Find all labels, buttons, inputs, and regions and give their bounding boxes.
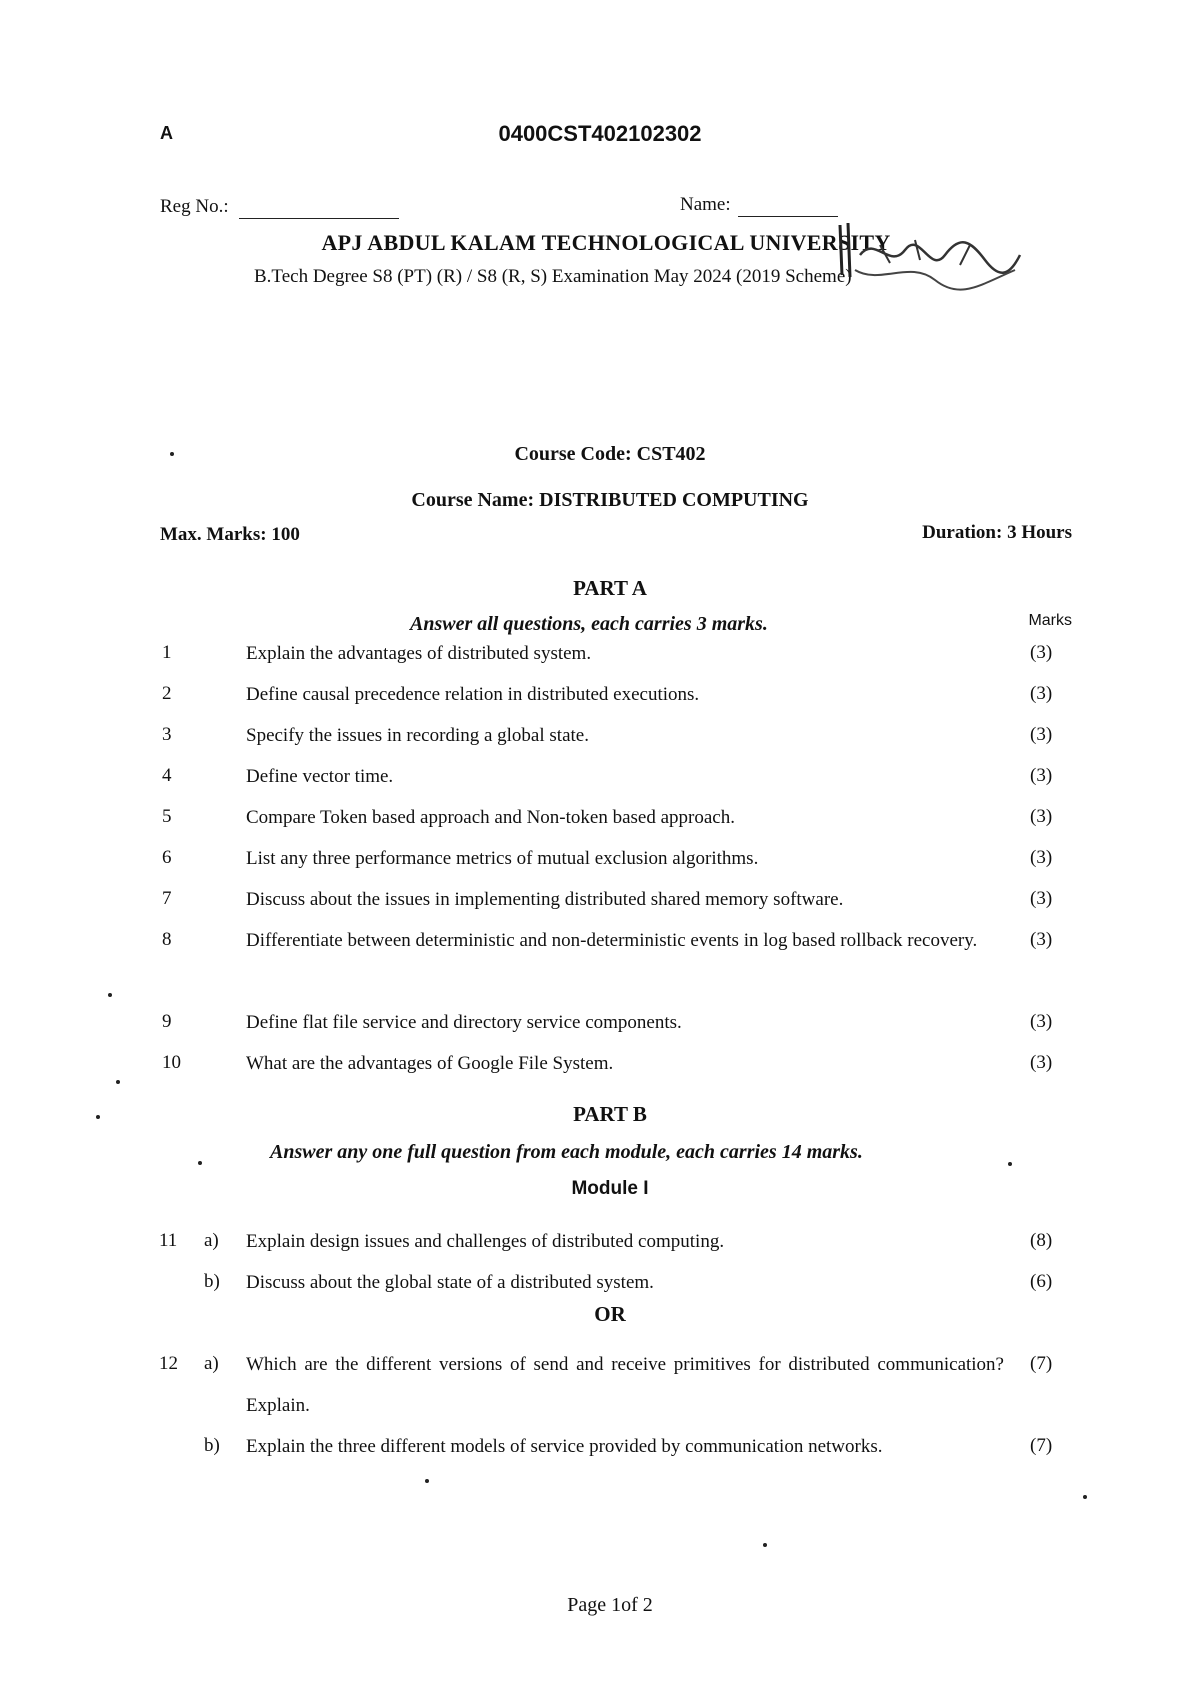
question-text: Specify the issues in recording a global state. xyxy=(246,725,589,746)
scan-speck xyxy=(116,1080,120,1084)
name-label: Name: xyxy=(680,194,731,215)
question-marks: (3) xyxy=(1030,1052,1053,1073)
question-marks: (3) xyxy=(1030,929,1053,950)
question-text: Explain design issues and challenges of distributed computing. xyxy=(246,1231,725,1252)
question-text: Compare Token based approach and Non-token based approach. xyxy=(246,807,735,828)
subquestion-label: a) xyxy=(204,1353,219,1374)
question-marks: (3) xyxy=(1030,642,1053,663)
question-number: 4 xyxy=(162,765,172,786)
question-text: Define causal precedence relation in distributed executions. xyxy=(246,684,700,705)
question-text: Which are the different versions of send and receive primitives for distributed communication? Explain. xyxy=(246,1354,1004,1416)
question-number: 12 xyxy=(159,1353,178,1374)
scan-speck xyxy=(1008,1162,1012,1166)
paper-code: 0400CST402102302 xyxy=(498,121,702,146)
question-text: Explain the three different models of service provided by communication networks. xyxy=(246,1436,883,1457)
question-number: 7 xyxy=(162,888,172,909)
university-name: APJ ABDUL KALAM TECHNOLOGICAL UNIVERSITY xyxy=(321,230,891,255)
question-number: 6 xyxy=(162,847,172,868)
question-marks: (7) xyxy=(1030,1435,1053,1456)
scan-speck xyxy=(108,993,112,997)
question-marks: (3) xyxy=(1030,888,1053,909)
page-number: Page 1of 2 xyxy=(567,1594,653,1616)
question-number: 8 xyxy=(162,929,172,950)
subquestion-label: a) xyxy=(204,1230,219,1251)
part-a-title: PART A xyxy=(573,576,647,600)
scan-speck xyxy=(763,1543,767,1547)
course-name: Course Name: DISTRIBUTED COMPUTING xyxy=(411,489,809,511)
question-text: Differentiate between deterministic and non-deterministic events in log based rollback recovery. xyxy=(246,930,978,951)
question-number: 9 xyxy=(162,1011,172,1032)
question-number: 2 xyxy=(162,683,172,704)
question-marks: (3) xyxy=(1030,765,1053,786)
course-code: Course Code: CST402 xyxy=(514,443,706,465)
signature-stamp xyxy=(820,215,1030,305)
scan-speck xyxy=(425,1479,429,1483)
question-number: 10 xyxy=(162,1052,181,1073)
part-a-instruction: Answer all questions, each carries 3 marks. xyxy=(410,613,768,635)
question-text: Define vector time. xyxy=(246,766,394,787)
question-marks: (3) xyxy=(1030,683,1053,704)
question-number: 3 xyxy=(162,724,172,745)
question-number: 5 xyxy=(162,806,172,827)
part-b-title: PART B xyxy=(573,1102,647,1126)
question-marks: (7) xyxy=(1030,1353,1053,1374)
question-marks: (6) xyxy=(1030,1271,1053,1292)
question-marks: (3) xyxy=(1030,724,1053,745)
question-text: Discuss about the issues in implementing distributed shared memory software. xyxy=(246,889,844,910)
reg-no-label: Reg No.: xyxy=(160,196,229,217)
scan-speck xyxy=(170,452,174,456)
scan-speck xyxy=(198,1161,202,1165)
max-marks: Max. Marks: 100 xyxy=(160,524,300,545)
exam-title: B.Tech Degree S8 (PT) (R) / S8 (R, S) Examination May 2024 (2019 Scheme) xyxy=(254,266,852,287)
subquestion-label: b) xyxy=(204,1271,220,1292)
subquestion-label: b) xyxy=(204,1435,220,1456)
or-separator: OR xyxy=(594,1302,626,1326)
part-b-instruction: Answer any one full question from each module, each carries 14 marks. xyxy=(270,1141,863,1163)
question-marks: (8) xyxy=(1030,1230,1053,1251)
marks-column-heading: Marks xyxy=(1028,612,1072,629)
module-heading: Module I xyxy=(571,1178,649,1199)
question-text: Discuss about the global state of a distributed system. xyxy=(246,1272,654,1293)
question-text: Explain the advantages of distributed system. xyxy=(246,643,592,664)
question-text: List any three performance metrics of mutual exclusion algorithms. xyxy=(246,848,759,869)
reg-no-blank xyxy=(239,218,399,219)
set-letter: A xyxy=(160,123,173,143)
scan-speck xyxy=(96,1115,100,1119)
question-text: Define flat file service and directory service components. xyxy=(246,1012,682,1033)
question-marks: (3) xyxy=(1030,806,1053,827)
scan-speck xyxy=(1083,1495,1087,1499)
question-text: What are the advantages of Google File System. xyxy=(246,1053,614,1074)
question-marks: (3) xyxy=(1030,847,1053,868)
question-marks: (3) xyxy=(1030,1011,1053,1032)
question-number: 11 xyxy=(159,1230,178,1251)
question-number: 1 xyxy=(162,642,172,663)
duration: Duration: 3 Hours xyxy=(922,522,1072,543)
